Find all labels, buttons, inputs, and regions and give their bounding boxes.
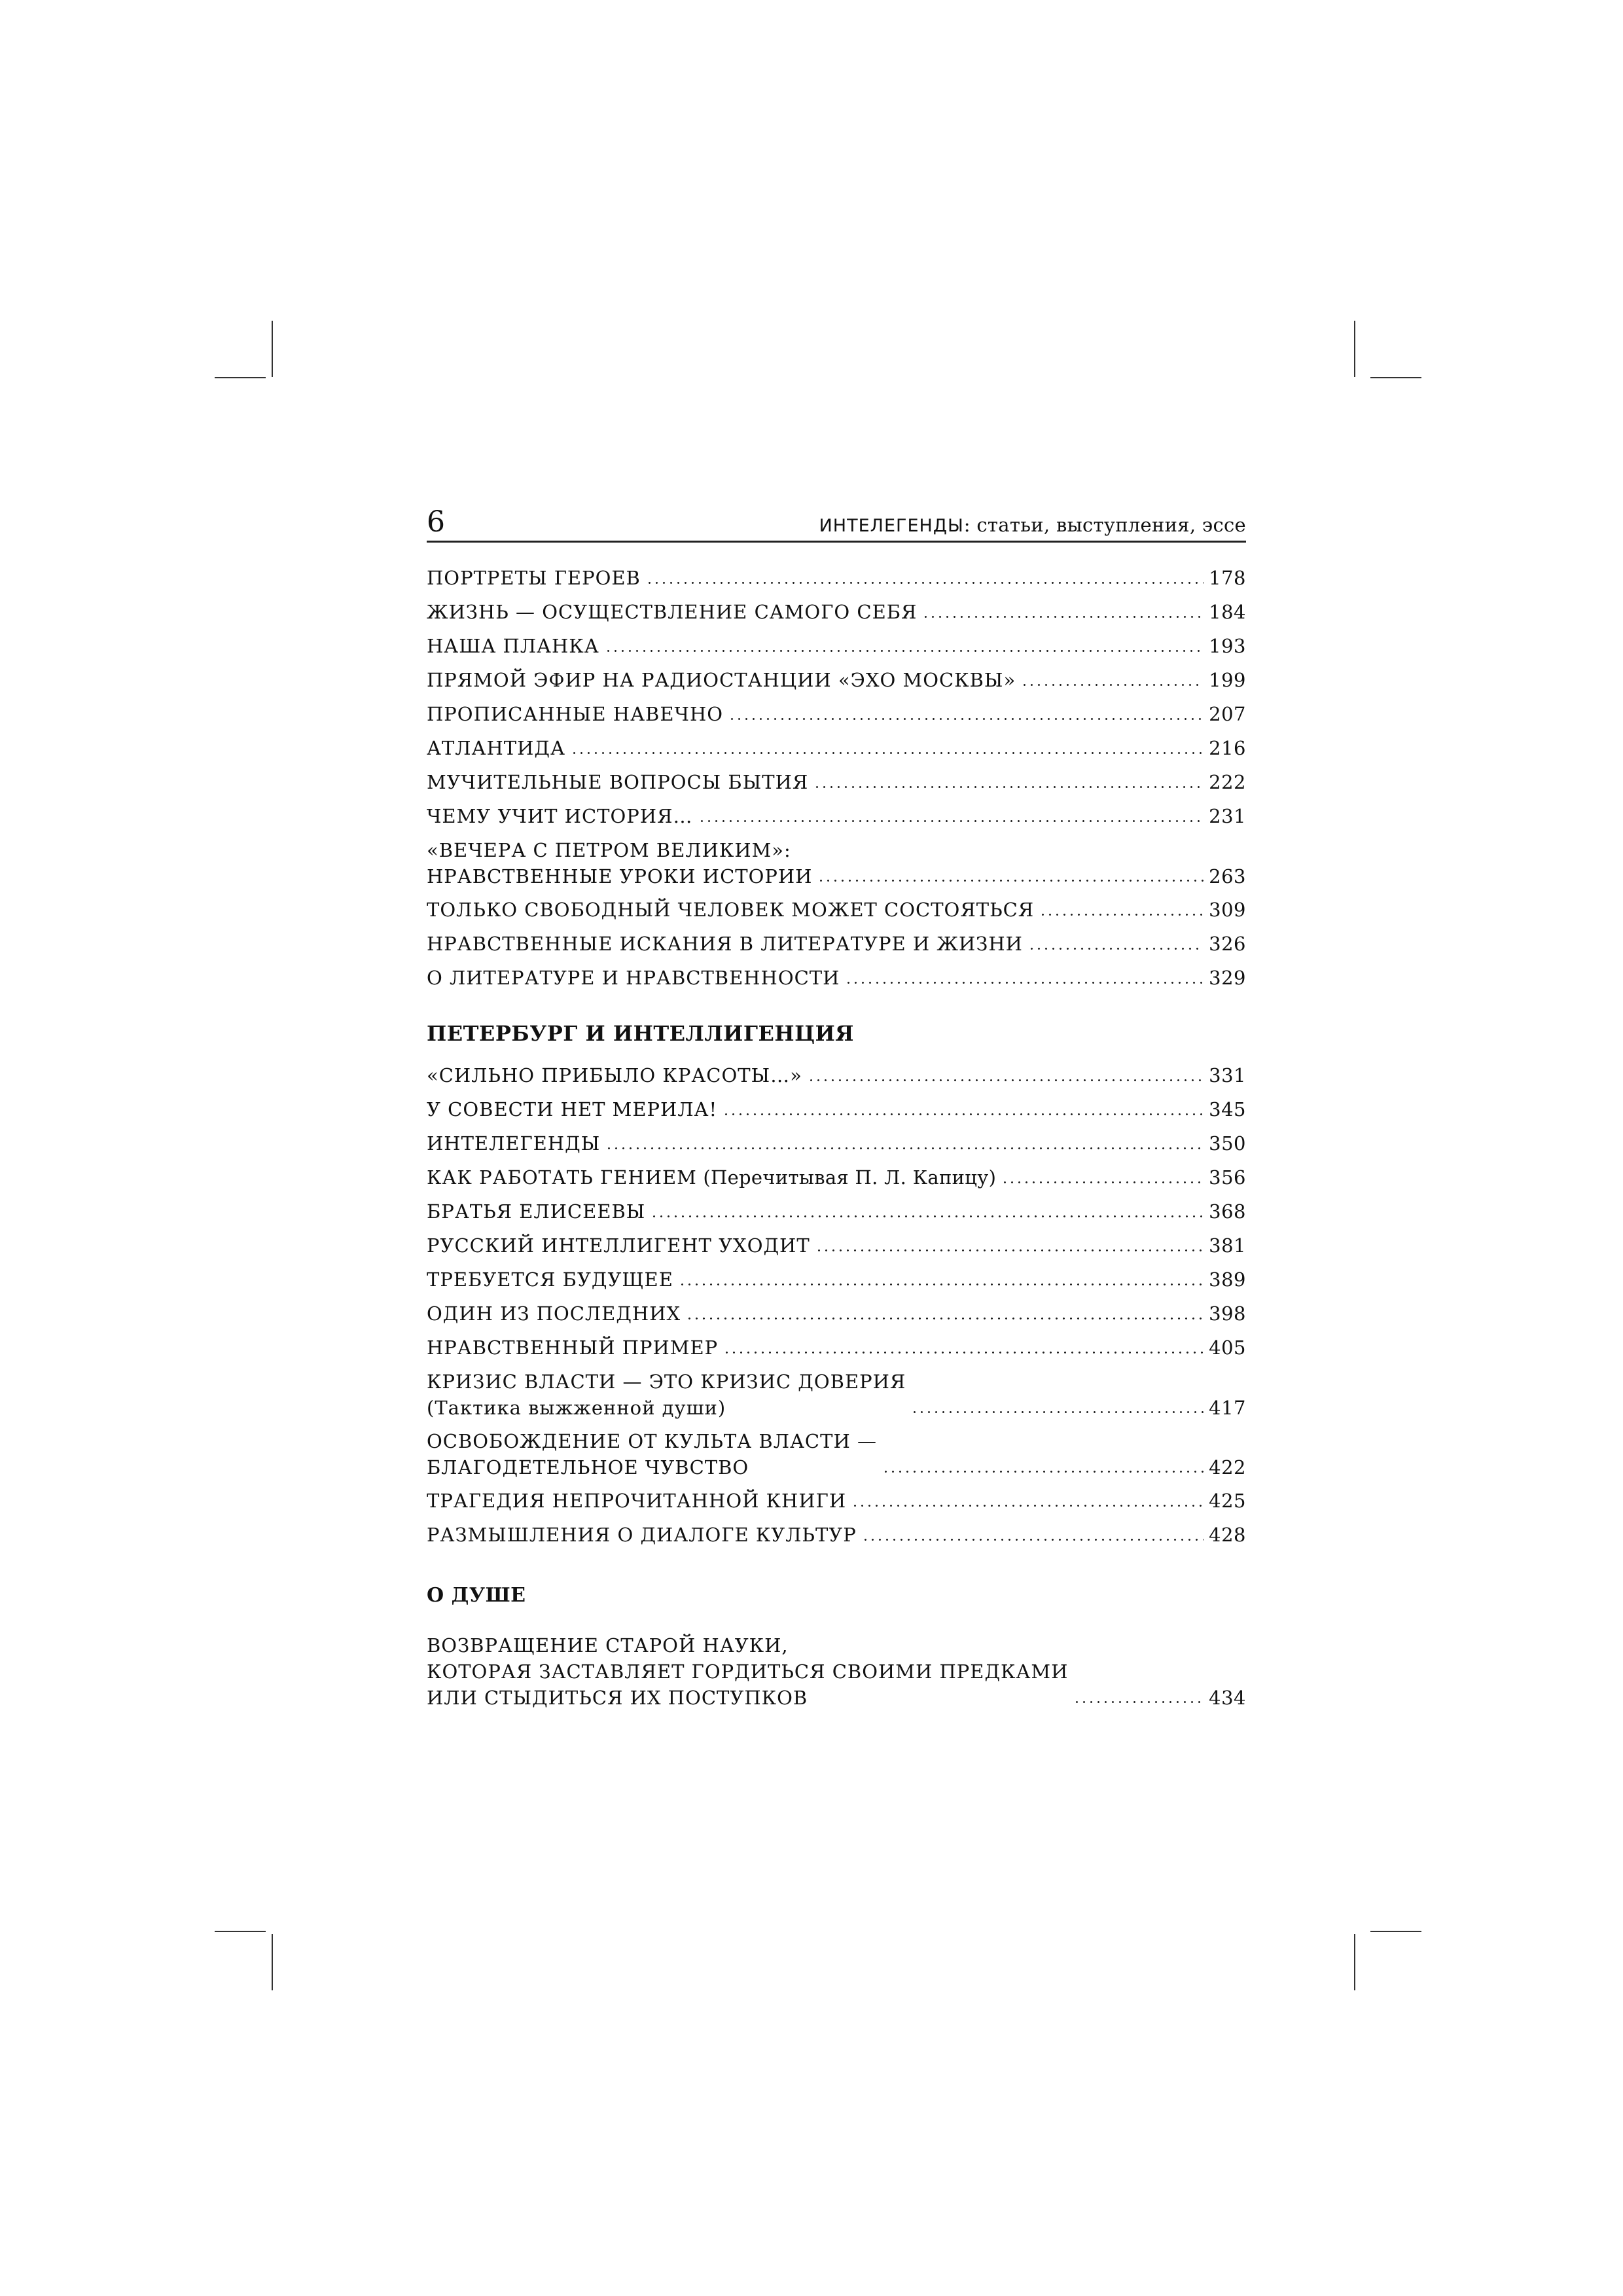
- toc-entry-page: 425: [1209, 1490, 1246, 1512]
- toc-entry-title: [427, 1232, 810, 1259]
- toc-entry-title-line: НАША ПЛАНКА: [427, 635, 599, 657]
- toc-entry-title-line: ОСВОБОЖДЕНИЕ ОТ КУЛЬТА ВЛАСТИ —: [427, 1430, 877, 1452]
- toc-entry[interactable]: [427, 803, 1246, 830]
- toc-entry-title: [427, 735, 565, 762]
- toc-entry-title: [427, 931, 1023, 958]
- running-title: [819, 514, 1246, 537]
- section-heading: ПЕТЕРБУРГ И ИНТЕЛЛИГЕНЦИЯ: [427, 1021, 854, 1046]
- toc-entry-title-line: КРИЗИС ВЛАСТИ — ЭТО КРИЗИС ДОВЕРИЯ: [427, 1371, 906, 1393]
- toc-entry-page: 216: [1209, 737, 1246, 759]
- toc-entry-title-line: НРАВСТВЕННЫЕ УРОКИ ИСТОРИИ: [427, 865, 813, 888]
- toc-entry-subtitle: (Перечитывая П. Л. Капицу): [696, 1166, 997, 1189]
- toc-entry[interactable]: [427, 1232, 1246, 1259]
- toc-entry-title: [427, 965, 840, 992]
- running-title-rest: : статьи, выступления, эссе: [963, 514, 1246, 536]
- toc-entry-page: 405: [1209, 1336, 1246, 1359]
- toc-entry-page: 184: [1209, 601, 1246, 623]
- toc-entry-title-line: ИЛИ СТЫДИТЬСЯ ИХ ПОСТУПКОВ: [427, 1687, 808, 1709]
- page-content: [427, 503, 1246, 1718]
- table-of-contents: [427, 565, 1246, 1711]
- toc-entry-page: 309: [1209, 899, 1246, 921]
- toc-entry[interactable]: [427, 1335, 1246, 1361]
- toc-entry[interactable]: [427, 1369, 1246, 1421]
- toc-entry[interactable]: [427, 769, 1246, 796]
- toc-entry-title-line: ПРЯМОЙ ЭФИР НА РАДИОСТАНЦИИ «ЭХО МОСКВЫ»: [427, 669, 1016, 691]
- dot-leader: [851, 1505, 1204, 1507]
- toc-entry-title: [427, 1488, 846, 1515]
- dot-leader: [698, 820, 1204, 822]
- toc-entry-title-line: РАЗМЫШЛЕНИЯ О ДИАЛОГЕ КУЛЬТУР: [427, 1524, 857, 1546]
- dot-leader: [1028, 948, 1204, 950]
- toc-entry[interactable]: [427, 1062, 1246, 1089]
- crop-mark: [272, 1934, 273, 1990]
- toc-entry-title: [427, 1522, 857, 1549]
- toc-entry-page: 231: [1209, 805, 1246, 827]
- dot-leader: [571, 752, 1204, 754]
- toc-entry-title: [427, 701, 723, 728]
- dot-leader: [723, 1352, 1204, 1354]
- toc-entry[interactable]: [427, 1198, 1246, 1225]
- toc-entry-title-line: БЛАГОДЕТЕЛЬНОЕ ЧУВСТВО: [427, 1456, 749, 1479]
- toc-group-2: [427, 1062, 1246, 1549]
- dot-leader: [922, 616, 1204, 618]
- dot-leader: [1021, 684, 1204, 686]
- toc-entry-title: [427, 769, 808, 796]
- toc-entry-title-line: НРАВСТВЕННЫЕ ИСКАНИЯ В ЛИТЕРАТУРЕ И ЖИЗНИ: [427, 933, 1023, 955]
- toc-entry-page: 329: [1209, 967, 1246, 989]
- toc-entry[interactable]: [427, 1266, 1246, 1293]
- toc-entry-title: [427, 897, 1034, 924]
- toc-entry-title-line: «СИЛЬНО ПРИБЫЛО КРАСОТЫ…»: [427, 1064, 802, 1086]
- page-number: 6: [427, 505, 445, 539]
- toc-entry-title: [427, 667, 1016, 694]
- toc-entry-title: [427, 633, 599, 660]
- dot-leader: [1001, 1181, 1204, 1183]
- dot-leader: [845, 982, 1204, 984]
- toc-entry-title-line: РУССКИЙ ИНТЕЛЛИГЕНТ УХОДИТ: [427, 1234, 810, 1257]
- toc-entry-title-line: АТЛАНТИДА: [427, 737, 565, 759]
- toc-entry-page: 178: [1209, 567, 1246, 589]
- crop-mark: [215, 1931, 266, 1932]
- toc-entry-title: [427, 565, 641, 592]
- toc-entry-title: [427, 1130, 600, 1157]
- toc-entry-title: [427, 1428, 877, 1480]
- toc-entry-page: 199: [1209, 669, 1246, 691]
- section-heading: О ДУШЕ: [427, 1584, 526, 1607]
- toc-entry[interactable]: [427, 565, 1246, 592]
- toc-entry-title-main: КАК РАБОТАТЬ ГЕНИЕМ: [427, 1166, 697, 1189]
- dot-leader: [808, 1079, 1204, 1081]
- toc-entry[interactable]: [427, 1488, 1246, 1515]
- dot-leader: [679, 1283, 1204, 1285]
- toc-entry-title-line: ПОРТРЕТЫ ГЕРОЕВ: [427, 567, 641, 589]
- dot-leader: [911, 1411, 1204, 1413]
- toc-entry[interactable]: [427, 599, 1246, 626]
- toc-entry-title: [427, 1300, 681, 1327]
- toc-entry-page: 434: [1209, 1687, 1246, 1709]
- toc-entry-page: 428: [1209, 1524, 1246, 1546]
- dot-leader: [1039, 914, 1204, 916]
- dot-leader: [815, 1249, 1204, 1251]
- dot-leader: [817, 880, 1204, 882]
- toc-entry[interactable]: [427, 897, 1246, 924]
- toc-entry-page: 381: [1209, 1234, 1246, 1257]
- dot-leader: [1073, 1701, 1204, 1703]
- toc-entry[interactable]: [427, 667, 1246, 694]
- dot-leader: [862, 1539, 1204, 1541]
- toc-entry[interactable]: [427, 1522, 1246, 1549]
- dot-leader: [651, 1215, 1204, 1217]
- toc-group-1: [427, 565, 1246, 992]
- toc-entry-title-line: ТОЛЬКО СВОБОДНЫЙ ЧЕЛОВЕК МОЖЕТ СОСТОЯТЬСЯ: [427, 899, 1035, 921]
- toc-entry-title-line: У СОВЕСТИ НЕТ МЕРИЛА!: [427, 1098, 718, 1121]
- toc-entry-title-line: О ЛИТЕРАТУРЕ И НРАВСТВЕННОСТИ: [427, 967, 840, 989]
- dot-leader: [605, 650, 1204, 652]
- dot-leader: [686, 1318, 1204, 1319]
- toc-entry[interactable]: [427, 965, 1246, 992]
- dot-leader: [605, 1147, 1204, 1149]
- crop-mark: [1354, 321, 1355, 377]
- toc-entry-page: 222: [1209, 771, 1246, 793]
- dot-leader: [813, 786, 1204, 788]
- running-title-caps: ИНТЕЛЕГЕНДЫ: [819, 516, 964, 536]
- toc-entry-title: [427, 599, 917, 626]
- dot-leader: [882, 1471, 1204, 1473]
- toc-entry-page: 398: [1209, 1302, 1246, 1325]
- toc-entry-page: 389: [1209, 1268, 1246, 1291]
- dot-leader: [722, 1113, 1204, 1115]
- toc-group-3: [427, 1632, 1246, 1711]
- toc-entry[interactable]: [427, 1130, 1246, 1157]
- toc-entry-title: [427, 1096, 717, 1123]
- toc-entry-title: [427, 837, 812, 889]
- toc-entry-title: [427, 1632, 1068, 1711]
- dot-leader: [728, 718, 1204, 720]
- toc-entry-title-line: «ВЕЧЕРА С ПЕТРОМ ВЕЛИКИМ»:: [427, 839, 791, 861]
- toc-entry-page: 356: [1209, 1166, 1246, 1189]
- toc-entry[interactable]: [427, 1428, 1246, 1480]
- toc-entry-title: [427, 803, 693, 830]
- toc-entry-title-line: ЧЕМУ УЧИТ ИСТОРИЯ…: [427, 805, 693, 827]
- toc-entry[interactable]: [427, 837, 1246, 889]
- dot-leader: [646, 582, 1204, 584]
- crop-mark: [1370, 377, 1421, 378]
- toc-entry[interactable]: [427, 1164, 1246, 1191]
- toc-entry-title: [427, 1062, 802, 1089]
- toc-entry-title-line: ТРАГЕДИЯ НЕПРОЧИТАННОЙ КНИГИ: [427, 1490, 847, 1512]
- toc-entry-title-line: ПРОПИСАННЫЕ НАВЕЧНО: [427, 703, 724, 725]
- toc-entry-title-line: БРАТЬЯ ЕЛИСЕЕВЫ: [427, 1200, 646, 1223]
- toc-entry-title: [427, 1164, 996, 1191]
- toc-entry-title-line: КОТОРАЯ ЗАСТАВЛЯЕТ ГОРДИТЬСЯ СВОИМИ ПРЕДКАМИ: [427, 1660, 1069, 1683]
- toc-entry-title-line: ИНТЕЛЕГЕНДЫ: [427, 1132, 601, 1155]
- toc-entry-title-line: [427, 1164, 996, 1191]
- toc-entry-title-line: МУЧИТЕЛЬНЫЕ ВОПРОСЫ БЫТИЯ: [427, 771, 809, 793]
- toc-entry-title-line: (Тактика выжженной души): [427, 1397, 726, 1419]
- crop-mark: [1370, 1931, 1421, 1932]
- toc-entry-title: [427, 1266, 673, 1293]
- toc-entry-page: 193: [1209, 635, 1246, 657]
- toc-entry-page: 422: [1209, 1456, 1246, 1479]
- toc-entry[interactable]: [427, 1300, 1246, 1327]
- toc-entry[interactable]: [427, 633, 1246, 660]
- toc-entry-page: 345: [1209, 1098, 1246, 1121]
- crop-mark: [215, 377, 266, 378]
- toc-entry-title: [427, 1198, 645, 1225]
- toc-entry-page: 263: [1209, 865, 1246, 888]
- running-header: [427, 503, 1246, 543]
- toc-entry[interactable]: [427, 735, 1246, 762]
- toc-entry-title-line: НРАВСТВЕННЫЙ ПРИМЕР: [427, 1336, 719, 1359]
- toc-entry[interactable]: [427, 1096, 1246, 1123]
- crop-mark: [272, 321, 273, 377]
- toc-entry-title: [427, 1369, 906, 1421]
- toc-entry-page: 331: [1209, 1064, 1246, 1086]
- toc-entry-title: [427, 1335, 718, 1361]
- toc-entry-title-line: ВОЗВРАЩЕНИЕ СТАРОЙ НАУКИ,: [427, 1634, 789, 1657]
- toc-entry-title-line: ТРЕБУЕТСЯ БУДУЩЕЕ: [427, 1268, 673, 1291]
- toc-entry[interactable]: [427, 1632, 1246, 1711]
- toc-entry-title-line: ЖИЗНЬ — ОСУЩЕСТВЛЕНИЕ САМОГО СЕБЯ: [427, 601, 918, 623]
- toc-entry-page: 207: [1209, 703, 1246, 725]
- toc-entry-page: 417: [1209, 1397, 1246, 1419]
- toc-entry[interactable]: [427, 701, 1246, 728]
- toc-entry-page: 350: [1209, 1132, 1246, 1155]
- toc-entry-title-line: ОДИН ИЗ ПОСЛЕДНИХ: [427, 1302, 681, 1325]
- crop-mark: [1354, 1934, 1355, 1990]
- toc-entry-page: 326: [1209, 933, 1246, 955]
- toc-entry-page: 368: [1209, 1200, 1246, 1223]
- toc-entry[interactable]: [427, 931, 1246, 958]
